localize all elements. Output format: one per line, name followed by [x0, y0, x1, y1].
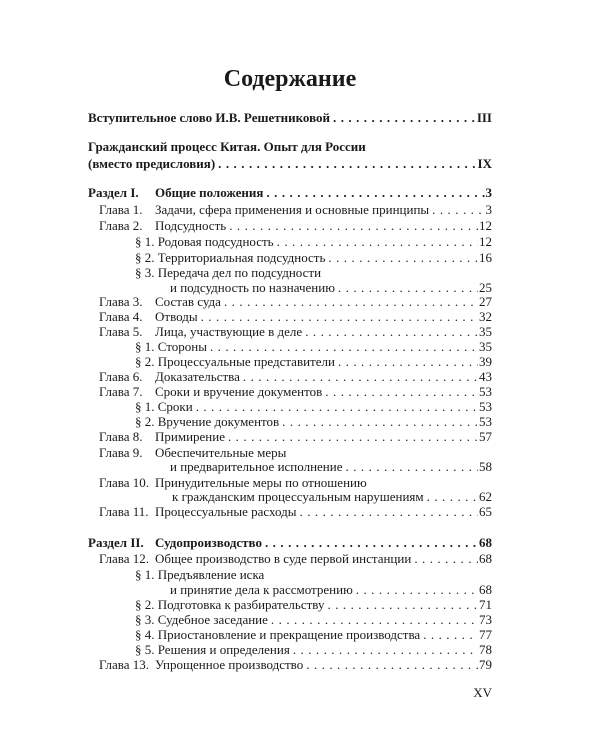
toc-entry-text: § 1. Родовая подсудность	[135, 234, 274, 249]
dot-leader	[414, 551, 478, 566]
toc-entry-text: § 4. Приостановление и прекращение производства	[135, 627, 421, 642]
toc-part	[88, 535, 492, 550]
toc-chapter-label: Глава 2.	[99, 218, 143, 233]
toc-section	[135, 642, 492, 657]
toc-entry-continuation	[170, 280, 492, 295]
page-title: Содержание	[223, 66, 357, 92]
toc-entry-text: § 3. Судебное заседание	[135, 612, 268, 627]
toc-entry-text: Сроки и вручение документов	[155, 384, 323, 399]
toc-entry-text: Состав суда	[155, 294, 221, 309]
dot-leader	[271, 612, 478, 627]
toc-page-number: 79	[479, 657, 492, 672]
toc-chapter	[99, 369, 492, 384]
toc-page-number: 53	[479, 384, 492, 399]
dot-leader	[306, 657, 478, 672]
toc-chapter	[99, 309, 492, 324]
dot-leader	[356, 582, 478, 597]
dot-leader	[346, 459, 479, 474]
toc-chapter-label: Глава 8.	[99, 429, 143, 444]
toc-entry-text: Задачи, сфера применения и основные принципы	[155, 202, 430, 217]
toc-page-number: 27	[479, 294, 492, 309]
toc-chapter-label: Глава 1.	[99, 202, 143, 217]
dot-leader	[338, 354, 478, 369]
dot-leader	[328, 597, 479, 612]
toc-entry-text: § 1. Предъявление иска	[135, 567, 265, 582]
dot-leader	[210, 339, 478, 354]
toc-entry-text: Гражданский процесс Китая. Опыт для России	[88, 139, 366, 154]
toc-chapter	[99, 504, 492, 519]
toc-section	[135, 250, 492, 265]
toc-section	[135, 612, 492, 627]
toc-entry-continuation	[88, 156, 492, 171]
toc-entry-text: § 2. Вручение документов	[135, 414, 280, 429]
toc-chapter-label: Глава 5.	[99, 324, 143, 339]
toc-section	[135, 567, 492, 582]
toc-chapter	[99, 202, 492, 217]
dot-leader	[277, 234, 478, 249]
toc-chapter	[99, 218, 492, 233]
toc-chapter	[99, 551, 492, 566]
toc-page-number: 58	[479, 459, 492, 474]
toc-entry-text: Доказательства	[155, 369, 240, 384]
dot-leader	[328, 250, 478, 265]
toc-section	[135, 597, 492, 612]
toc-section	[135, 354, 492, 369]
toc-page-number: 57	[479, 429, 492, 444]
toc-section	[135, 234, 492, 249]
toc-section	[135, 399, 492, 414]
toc-page-number: IX	[477, 156, 492, 171]
toc-page-number: 3	[485, 202, 492, 217]
toc-section	[135, 265, 492, 280]
toc-entry-text: к гражданским процессуальным нарушениям	[172, 489, 424, 504]
toc-page-number: 53	[479, 414, 492, 429]
toc-entry-text: Общее производство в суде первой инстанции	[155, 551, 412, 566]
dot-leader	[427, 489, 478, 504]
dot-leader	[305, 324, 478, 339]
toc-entry-text: и подсудность по назначению	[170, 280, 335, 295]
toc-chapter-label: Глава 9.	[99, 445, 143, 460]
toc-chapter-label: Глава 4.	[99, 309, 143, 324]
toc-part	[88, 185, 492, 200]
toc-page-number: 78	[479, 642, 492, 657]
toc-entry-text: Лица, участвующие в деле	[155, 324, 303, 339]
toc-chapter-label: Глава 6.	[99, 369, 143, 384]
toc-page-number: 35	[479, 339, 492, 354]
toc-entry-continuation	[172, 489, 492, 504]
toc-entry-text: Вступительное слово И.В. Решетниковой	[88, 110, 330, 125]
dot-leader	[229, 218, 478, 233]
toc-page-number: 35	[479, 324, 492, 339]
toc-page-number: 12	[479, 218, 492, 233]
toc-page-number: 65	[479, 504, 492, 519]
toc-chapter	[99, 384, 492, 399]
toc-chapter-label: Глава 11.	[99, 504, 149, 519]
dot-leader	[282, 414, 478, 429]
toc-page-number: 71	[479, 597, 492, 612]
toc-chapter	[99, 429, 492, 444]
toc-page-number: 73	[479, 612, 492, 627]
toc-entry-text: Примирение	[155, 429, 225, 444]
dot-leader	[218, 156, 476, 171]
toc-page-number: 3	[485, 185, 492, 200]
toc-entry-text: § 2. Процессуальные представители	[135, 354, 335, 369]
toc-page-number: 68	[479, 535, 492, 550]
dot-leader	[432, 202, 484, 217]
dot-leader	[333, 110, 476, 125]
dot-leader	[325, 384, 478, 399]
toc-chapter	[99, 445, 492, 460]
toc-part-label: Раздел II.	[88, 535, 144, 550]
toc-entry-text: § 5. Решения и определения	[135, 642, 290, 657]
toc-page-number: 53	[479, 399, 492, 414]
toc-entry-text: § 2. Подготовка к разбирательству	[135, 597, 325, 612]
toc-chapter	[99, 475, 492, 490]
toc-page-number: 16	[479, 250, 492, 265]
toc-page-number: 68	[479, 551, 492, 566]
toc-section	[135, 627, 492, 642]
toc-entry-text: и предварительное исполнение	[170, 459, 343, 474]
dot-leader	[243, 369, 478, 384]
dot-leader	[265, 535, 478, 550]
dot-leader	[196, 399, 478, 414]
toc-chapter	[99, 657, 492, 672]
toc-page-number: 39	[479, 354, 492, 369]
toc-chapter-label: Глава 13.	[99, 657, 150, 672]
dot-leader	[224, 294, 478, 309]
toc-entry-text: § 1. Сроки	[135, 399, 193, 414]
toc-page-number: 25	[479, 280, 492, 295]
toc-entry-preface	[88, 139, 492, 154]
toc-chapter	[99, 324, 492, 339]
toc-chapter-label: Глава 10.	[99, 475, 150, 490]
toc-page-number: 68	[479, 582, 492, 597]
toc-section	[135, 414, 492, 429]
toc-page-number: 62	[479, 489, 492, 504]
toc-chapter-label: Глава 12.	[99, 551, 150, 566]
toc-part-label: Раздел I.	[88, 185, 139, 200]
toc-chapter-label: Глава 7.	[99, 384, 143, 399]
toc-entry-text: § 2. Территориальная подсудность	[135, 250, 326, 265]
toc-page-number: 12	[479, 234, 492, 249]
toc-entry-text: Отводы	[155, 309, 198, 324]
toc-entry-text: Процессуальные расходы	[155, 504, 297, 519]
toc-entry-text: § 3. Передача дел по подсудности	[135, 265, 322, 280]
toc-chapter-label: Глава 3.	[99, 294, 143, 309]
dot-leader	[228, 429, 478, 444]
toc-entry-text: Подсудность	[155, 218, 227, 233]
toc-entry-text: и принятие дела к рассмотрению	[170, 582, 353, 597]
dot-leader	[293, 642, 478, 657]
dot-leader	[266, 185, 484, 200]
dot-leader	[300, 504, 479, 519]
toc-entry-text: (вместо предисловия)	[88, 156, 216, 171]
toc-entry-text: Принудительные меры по отношению	[155, 475, 367, 490]
toc-entry-text: Общие положения	[155, 185, 264, 200]
toc-page-number: III	[476, 110, 492, 125]
toc-entry-text: Упрощенное производство	[155, 657, 304, 672]
toc-chapter	[99, 294, 492, 309]
toc-page-number: 43	[479, 369, 492, 384]
dot-leader	[338, 280, 478, 295]
toc-entry-text: Обеспечительные меры	[155, 445, 287, 460]
dot-leader	[201, 309, 478, 324]
toc-page-number: 32	[479, 309, 492, 324]
dot-leader	[423, 627, 478, 642]
toc-entry-text: Судопроизводство	[155, 535, 262, 550]
toc-page-number: 77	[479, 627, 492, 642]
toc-section	[135, 339, 492, 354]
page-folio: XV	[473, 685, 492, 700]
toc-entry-foreword	[88, 110, 492, 125]
toc-entry-text: § 1. Стороны	[135, 339, 207, 354]
toc-entry-continuation	[170, 582, 492, 597]
toc-entry-continuation	[170, 459, 492, 474]
